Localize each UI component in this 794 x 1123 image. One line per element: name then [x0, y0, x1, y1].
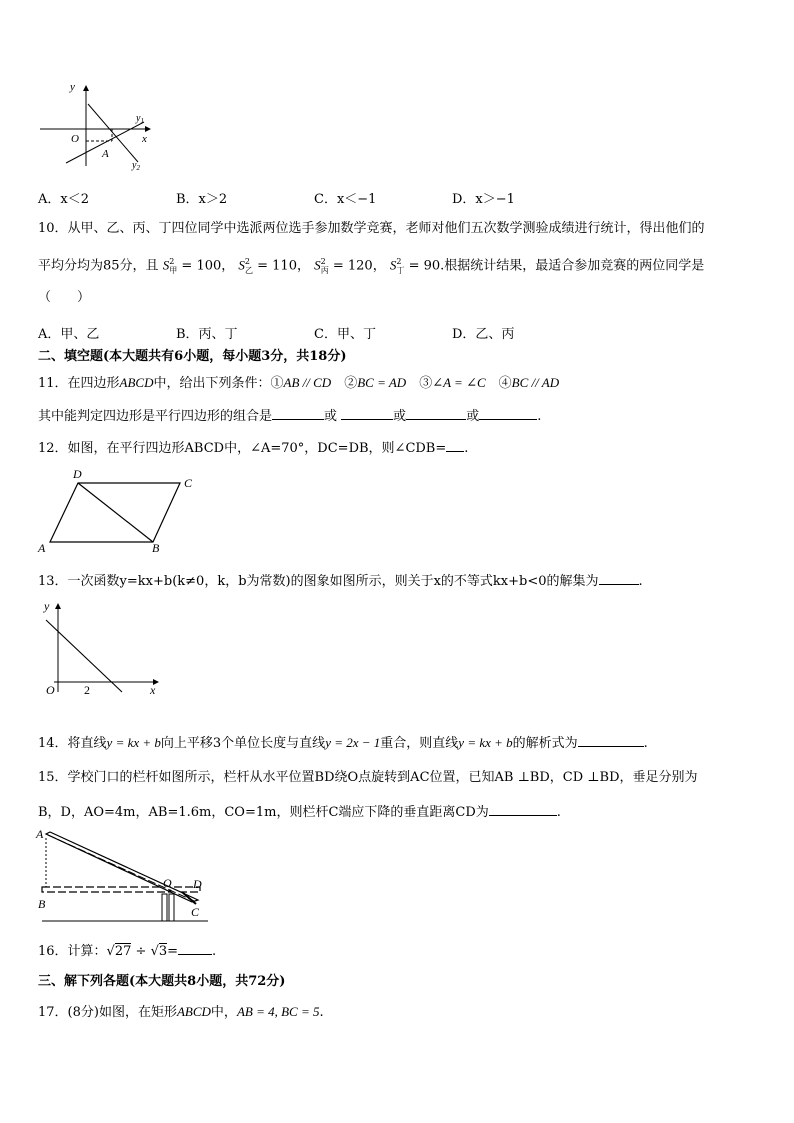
section2-heading: 二、填空题(本大题共有6小题，每小题3分，共18分) — [38, 349, 347, 364]
q9-option-d: D．x＞−1 — [452, 192, 515, 207]
section3-heading: 三、解下列各题(本大题共8小题，共72分) — [38, 974, 286, 989]
q11-blank-4[interactable] — [479, 407, 537, 420]
q11-blank-3[interactable] — [406, 407, 466, 420]
q9-option-a: A．x＜2 — [38, 192, 89, 207]
q16-blank[interactable] — [178, 942, 212, 955]
sqrt-27: √27 — [106, 944, 132, 959]
label-d: D — [73, 467, 82, 481]
q9-option-b: B．x＞2 — [176, 192, 228, 207]
q15-blank[interactable] — [489, 803, 557, 816]
function-line — [46, 620, 122, 692]
q10-option-d: D．乙、丙 — [452, 327, 515, 342]
label-o: O — [71, 133, 79, 145]
q12-parallelogram — [38, 466, 208, 556]
label-c: C — [191, 905, 200, 919]
q13-blank[interactable] — [599, 572, 639, 585]
label-a: A — [38, 541, 46, 555]
label-x: x — [142, 133, 147, 145]
label-y1: $y_1$ — [136, 113, 144, 125]
q10-option-b: B．丙、丁 — [176, 327, 238, 342]
label-y: y — [70, 81, 75, 93]
q14-text: 14．将直线y = kx + b向上平移3个单位长度与直线y = 2x − 1重合，则直线y = kx + b的解析式为 . — [38, 735, 648, 751]
diagonal-db — [78, 483, 153, 542]
post-left — [162, 894, 167, 921]
label-b: B — [152, 541, 160, 555]
q11-blank-1[interactable] — [272, 407, 324, 420]
label-x: x — [150, 683, 156, 697]
q11-line1: 11．在四边形ABCD中，给出下列条件：①AB // CD ②BC = AD ③∠A = ∠C ④BC // AD — [38, 375, 560, 391]
q9-option-c: C．x＜−1 — [314, 192, 377, 207]
q12-text: 12．如图，在平行四边形ABCD中，∠A=70°，DC=DB，则∠CDB= . — [38, 441, 469, 456]
label-b: B — [38, 897, 46, 911]
q9-graph — [38, 80, 168, 170]
label-o: O — [163, 876, 172, 890]
label-a: A — [102, 148, 109, 160]
label-2: 2 — [84, 683, 90, 697]
q15-line2: B，D，AO=4m，AB=1.6m，CO=1m，则栏杆C端应下降的垂直距离CD为 . — [38, 805, 561, 820]
label-y: y — [44, 599, 50, 613]
q10-line1: 10．从甲、乙、丙、丁四位同学中选派两位选手参加数学竞赛，老师对他们五次数学测验成绩进行统计，得出他们的 — [38, 221, 705, 236]
q13-text: 13．一次函数y=kx+b(k≠0，k，b为常数)的图象如图所示，则关于x的不等式kx+b<0的解集为 . — [38, 574, 643, 589]
q15-line1: 15．学校门口的栏杆如图所示，栏杆从水平位置BD绕O点旋转到AC位置，已知AB ⊥BD，CD ⊥BD，垂足分别为 — [38, 770, 698, 785]
label-o: O — [46, 683, 55, 697]
line-y2 — [88, 104, 138, 162]
q17-text: 17．(8分)如图，在矩形ABCD中，AB = 4, BC = 5. — [38, 1004, 324, 1020]
sqrt-3: √3 — [150, 944, 168, 959]
q10-option-c: C．甲、丁 — [314, 327, 376, 342]
q14-blank[interactable] — [578, 734, 644, 747]
q12-blank[interactable] — [446, 439, 464, 452]
label-a: A — [36, 827, 44, 841]
label-y2: $y_2$ — [132, 160, 140, 172]
post-right — [169, 894, 174, 921]
q10-option-a: A．甲、乙 — [38, 327, 100, 342]
q13-graph — [38, 600, 168, 700]
q10-paren: （ ） — [38, 290, 91, 305]
q16-text: 16．计算：√27 ÷ √3= . — [38, 944, 217, 959]
label-c: C — [184, 476, 193, 490]
label-d: D — [193, 877, 202, 891]
q11-line2: 其中能判定四边形是平行四边形的组合是 或 或 或 . — [38, 409, 542, 424]
q10-line2: 平均分均为85分，且 $S^2_甲 = 100$， $S^2_乙 = 110$， $S^2_丙 = 120$， $S^2_丁 = 90$.根据统计结果，最适合参加竞赛的两位同学是 — [38, 257, 705, 275]
q11-blank-2[interactable] — [341, 407, 393, 420]
q15-barrier — [36, 824, 216, 928]
